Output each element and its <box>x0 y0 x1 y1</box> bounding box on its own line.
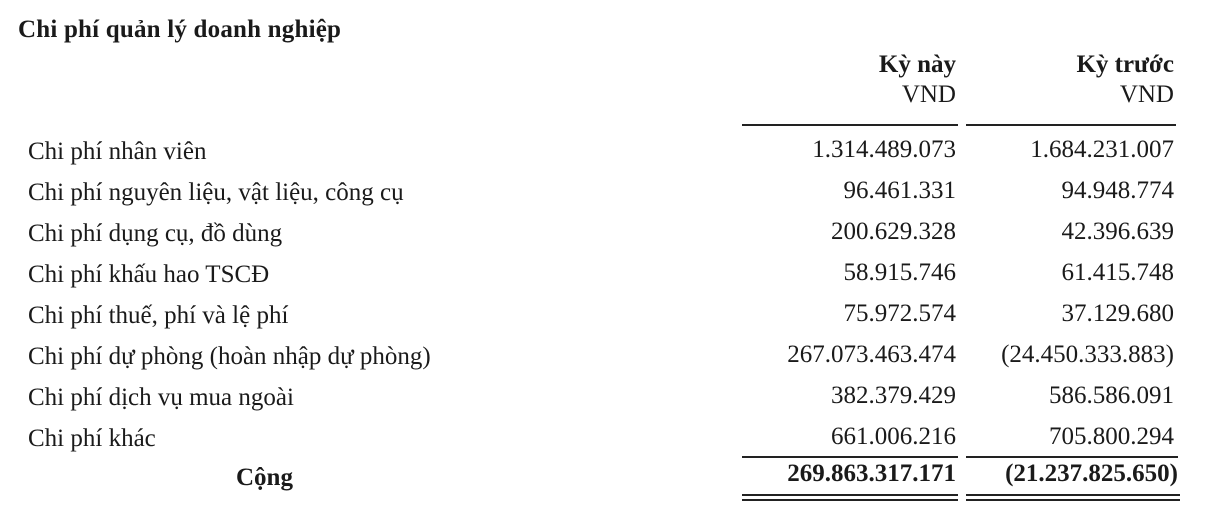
total-double-underline-current-1 <box>742 494 958 496</box>
row-label: Chi phí dự phòng (hoàn nhập dự phòng) <box>28 343 431 370</box>
row-label: Chi phí nhân viên <box>28 138 207 165</box>
table-row <box>0 214 1208 255</box>
table-row <box>0 419 1208 460</box>
row-label: Chi phí khấu hao TSCĐ <box>28 261 270 288</box>
row-label: Chi phí khác <box>28 425 156 452</box>
row-label: Chi phí dụng cụ, đồ dùng <box>28 220 283 247</box>
table-row <box>0 173 1208 214</box>
row-current-value: 661.006.216 <box>831 423 956 450</box>
row-label: Chi phí nguyên liệu, vật liệu, công cụ <box>28 179 404 206</box>
row-current-value: 58.915.746 <box>843 259 956 286</box>
row-previous-value: 37.129.680 <box>1061 300 1174 327</box>
row-current-value: 382.379.429 <box>831 382 956 409</box>
column-header-current <box>742 50 956 110</box>
total-row <box>0 458 1208 494</box>
table-row <box>0 337 1208 378</box>
row-previous-value: 61.415.748 <box>1061 259 1174 286</box>
row-current-value: 267.073.463.474 <box>787 341 956 368</box>
row-current-value: 96.461.331 <box>843 177 956 204</box>
row-current-value: 75.972.574 <box>843 300 956 327</box>
table-row <box>0 255 1208 296</box>
column-header-previous <box>966 50 1174 110</box>
table-row <box>0 296 1208 337</box>
page-title: Chi phí quản lý doanh nghiệp <box>18 16 342 43</box>
total-previous-value: (21.237.825.650) <box>1005 460 1178 487</box>
row-current-value: 1.314.489.073 <box>812 136 956 163</box>
row-previous-value: 586.586.091 <box>1049 382 1174 409</box>
column-previous-unit: VND <box>1119 81 1174 108</box>
expense-table <box>0 132 1208 460</box>
row-previous-value: 1.684.231.007 <box>1030 136 1174 163</box>
total-double-underline-current-2 <box>742 499 958 501</box>
row-previous-value: 94.948.774 <box>1061 177 1174 204</box>
table-row <box>0 132 1208 173</box>
row-previous-value: 42.396.639 <box>1061 218 1174 245</box>
total-double-underline-previous-2 <box>966 499 1180 501</box>
table-row <box>0 378 1208 419</box>
column-current-unit: VND <box>901 81 956 108</box>
row-previous-value: 705.800.294 <box>1049 423 1174 450</box>
row-label: Chi phí dịch vụ mua ngoài <box>28 384 294 411</box>
row-current-value: 200.629.328 <box>831 218 956 245</box>
total-current-value: 269.863.317.171 <box>787 460 956 487</box>
column-current-label: Kỳ này <box>878 51 956 78</box>
header-divider-previous <box>966 124 1176 126</box>
column-previous-label: Kỳ trước <box>1076 51 1174 78</box>
row-label: Chi phí thuế, phí và lệ phí <box>28 302 289 329</box>
total-label: Cộng <box>236 464 293 491</box>
header-divider-current <box>742 124 958 126</box>
total-double-underline-previous-1 <box>966 494 1180 496</box>
row-previous-value: (24.450.333.883) <box>1001 341 1174 368</box>
